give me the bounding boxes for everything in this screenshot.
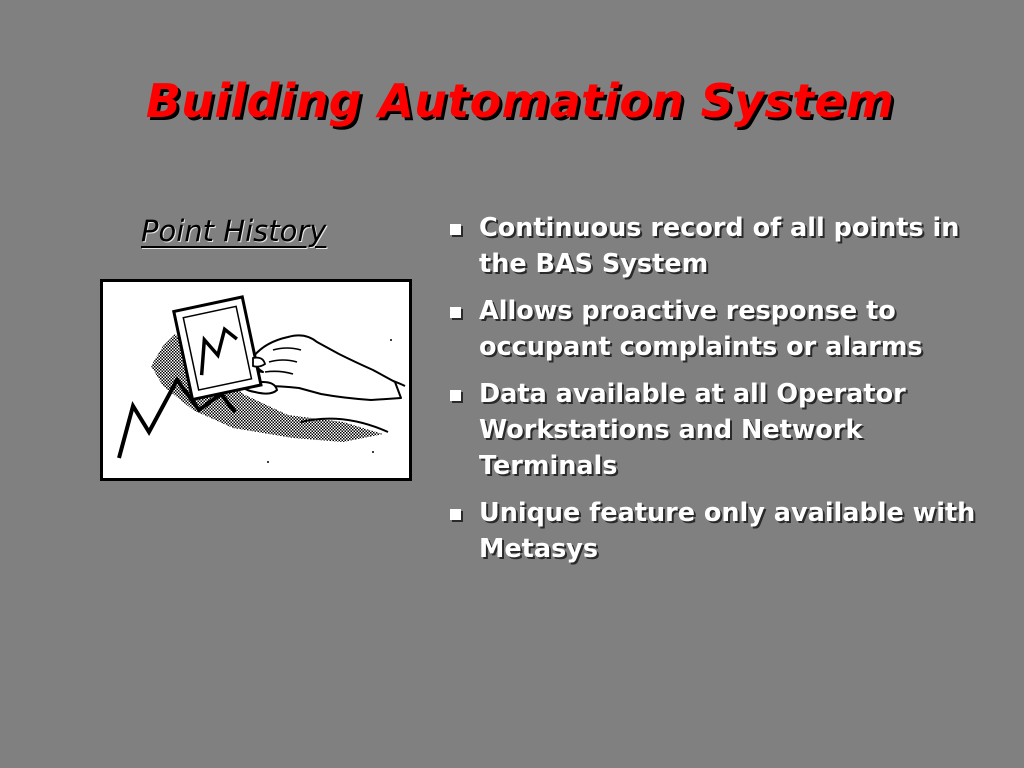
square-bullet-icon xyxy=(450,390,461,401)
hand-holding-chart-icon xyxy=(103,282,409,478)
square-bullet-icon xyxy=(450,224,461,235)
point-history-illustration xyxy=(100,279,412,481)
bullet-text: Allows proactive response to occupant complaints or alarms xyxy=(479,296,923,362)
square-bullet-icon xyxy=(450,509,461,520)
list-item xyxy=(447,293,987,365)
bullet-text: Unique feature only available with Metasys xyxy=(479,498,976,564)
slide-title: Building Automation System xyxy=(145,74,895,128)
list-item xyxy=(447,376,987,484)
square-bullet-icon xyxy=(450,307,461,318)
feature-bullet-list xyxy=(447,210,987,578)
bullet-text: Data available at all Operator Workstations and Network Terminals xyxy=(479,379,906,481)
bullet-text: Continuous record of all points in the BAS System xyxy=(479,213,960,279)
list-item xyxy=(447,495,987,567)
list-item xyxy=(447,210,987,282)
section-subtitle: Point History xyxy=(141,214,327,248)
